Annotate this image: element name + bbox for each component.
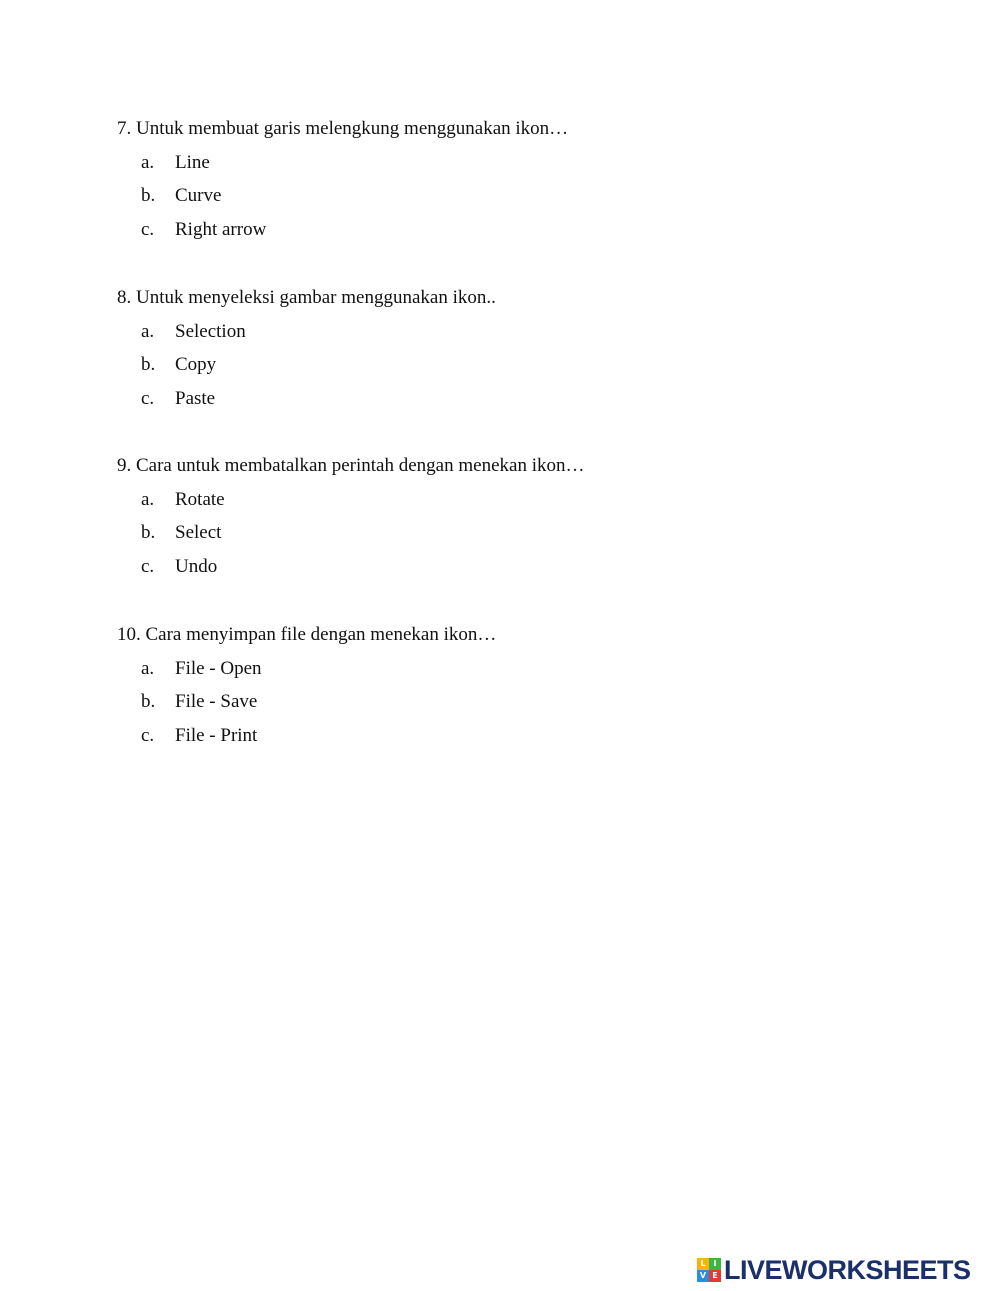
option-letter: c. xyxy=(141,219,155,241)
option-letter: b. xyxy=(141,522,156,544)
answer-option[interactable] xyxy=(117,353,917,377)
logo-letter: I xyxy=(709,1258,721,1270)
answer-options xyxy=(117,320,917,411)
liveworksheets-logo-icon xyxy=(697,1258,721,1282)
answer-option[interactable] xyxy=(117,184,917,208)
question-7 xyxy=(117,117,917,242)
question-9 xyxy=(117,454,917,579)
logo-letter: V xyxy=(697,1270,709,1282)
option-letter: b. xyxy=(141,691,156,713)
option-text: Copy xyxy=(175,354,217,376)
option-letter: c. xyxy=(141,556,155,578)
option-text: Undo xyxy=(175,556,218,578)
option-letter: c. xyxy=(141,388,155,410)
question-text: 8. Untuk menyeleksi gambar menggunakan ikon.. xyxy=(117,287,496,308)
option-text: File - Save xyxy=(175,691,258,713)
answer-option[interactable] xyxy=(117,151,917,175)
brand-name: LIVEWORKSHEETS xyxy=(724,1255,971,1285)
option-text: Paste xyxy=(175,388,216,410)
option-text: Select xyxy=(175,522,222,544)
answer-option[interactable] xyxy=(117,690,917,714)
option-letter: a. xyxy=(141,151,155,173)
answer-option[interactable] xyxy=(117,521,917,545)
option-letter: a. xyxy=(141,320,155,342)
answer-option[interactable] xyxy=(117,218,917,242)
option-text: Selection xyxy=(175,320,246,342)
option-text: File - Open xyxy=(175,657,262,679)
question-text: 10. Cara menyimpan file dengan menekan ikon… xyxy=(117,624,497,645)
option-text: File - Print xyxy=(175,725,258,747)
question-text: 7. Untuk membuat garis melengkung menggunakan ikon… xyxy=(117,118,569,139)
logo-letter: E xyxy=(709,1270,721,1282)
option-text: Line xyxy=(175,151,210,173)
question-text: 9. Cara untuk membatalkan perintah dengan menekan ikon… xyxy=(117,455,585,476)
option-text: Right arrow xyxy=(175,219,267,241)
answer-options xyxy=(117,488,917,579)
liveworksheets-brand xyxy=(697,1256,971,1284)
option-letter: a. xyxy=(141,488,155,510)
answer-option[interactable] xyxy=(117,724,917,748)
answer-option[interactable] xyxy=(117,657,917,681)
logo-letter: L xyxy=(697,1258,709,1270)
option-text: Rotate xyxy=(175,488,225,510)
question-8 xyxy=(117,286,917,411)
question-10 xyxy=(117,623,917,748)
option-letter: a. xyxy=(141,657,155,679)
option-letter: b. xyxy=(141,354,156,376)
answer-options xyxy=(117,151,917,242)
option-text: Curve xyxy=(175,185,222,207)
answer-option[interactable] xyxy=(117,488,917,512)
answer-option[interactable] xyxy=(117,320,917,344)
answer-option[interactable] xyxy=(117,387,917,411)
answer-option[interactable] xyxy=(117,555,917,579)
option-letter: c. xyxy=(141,725,155,747)
answer-options xyxy=(117,657,917,748)
option-letter: b. xyxy=(141,185,156,207)
